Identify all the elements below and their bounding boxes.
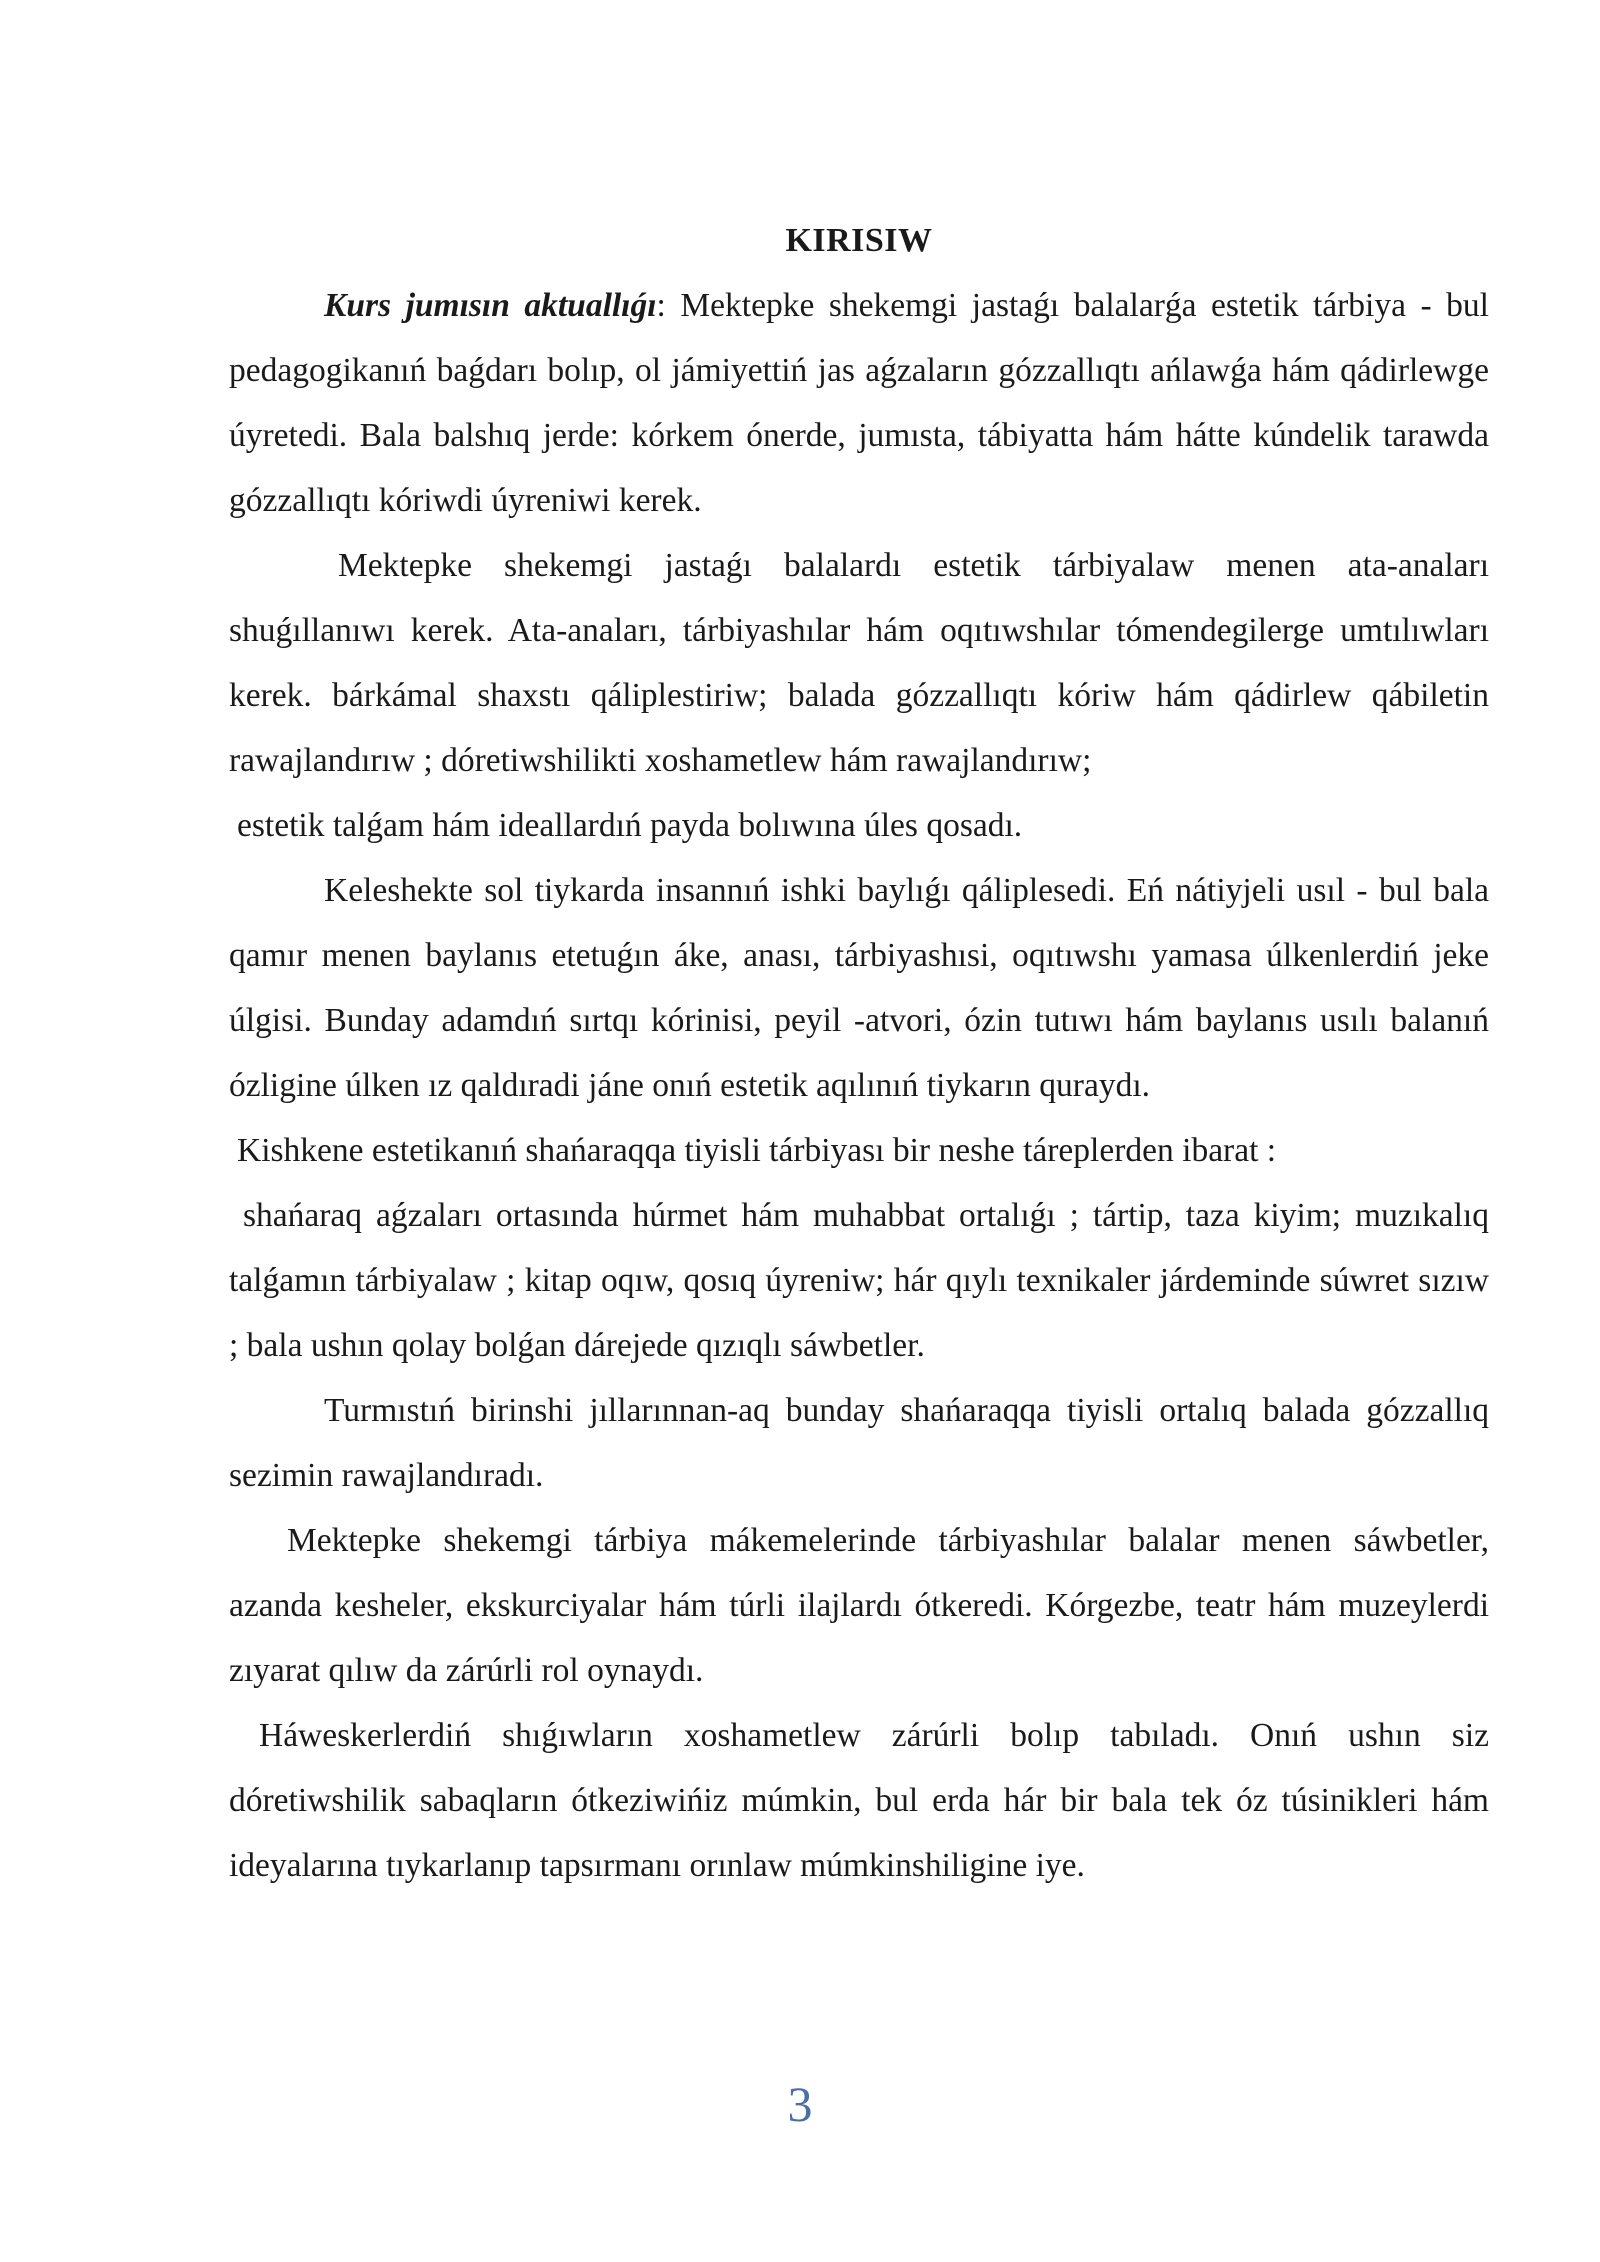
paragraph-early-years: Turmıstıń birinshi jıllarınnan-aq bunday shańaraqqa tiyisli ortalıq balada gózzallıq sezimin rawajlandıradı. [229, 1392, 1489, 1494]
document-page [229, 208, 1489, 1898]
paragraph-taste: estetik talǵam hám ideallardıń payda bolıwına úles qosadı. [237, 807, 1023, 844]
page-number: 3 [787, 2076, 813, 2132]
paragraph-family-intro: Kishkene estetikanıń shańaraqqa tiyisli tárbiyası bir neshe táreplerden ibarat : [237, 1132, 1277, 1169]
paragraph-preschool: Mektepke shekemgi tárbiya mákemelerinde tárbiyashılar balalar menen sáwbetler, azanda kesheler, ekskurciyalar hám túrli ilajlardı ótkeredi. Kórgezbe, teatr hám muzeylerdi zıyarat qılıw da zárúrli rol oynaydı. [229, 1522, 1489, 1689]
paragraph-text: : Mektepke shekemgi jastaǵı balalarǵa estetik tárbiya - bul pedagogikanıń baǵdarı bolıp, ol jámiyettiń jas aǵzaların gózzallıqtı ańlawǵa hám qádirlewge úyretedi. Bala balshıq jerde: kórkem ónerde, jumısta, tábiyatta hám hátte kúndelik tarawda gózzallıqtı kóriwdi úyreniwi kerek. [229, 287, 1489, 519]
paragraph-lead: Kurs jumısın aktuallıǵı [324, 287, 657, 324]
section-heading: KIRISIW [785, 222, 933, 259]
paragraph-parents: Mektepke shekemgi jastaǵı balalardı estetik tárbiyalaw menen ata-anaları shuǵıllanıwı kerek. Ata-anaları, tárbiyashılar hám oqıtıwshılar tómendegilerge umtılıwları kerek. bárkámal shaxstı qáliplestiriw; balada gózzallıqtı kóriw hám qádirlew qábiletin rawajlandırıw ; dóretiwshilikti xoshametlew hám rawajlandırıw; [229, 547, 1489, 779]
paragraph-amateurs: Háweskerlerdiń shıǵıwların xoshametlew zárúrli bolıp tabıladı. Onıń ushın siz dóretiwshilik sabaqların ótkeziwińiz múmkin, bul erda hár bir bala tek óz túsinikleri hám ideyalarına tıykarlanıp tapsırmanı orınlaw múmkinshiligine iye. [229, 1717, 1489, 1884]
paragraph-family-list: shańaraq aǵzaları ortasında húrmet hám muhabbat ortalıǵı ; tártip, taza kiyim; muzıkalıq talǵamın tárbiyalaw ; kitap oqıw, qosıq úyreniw; hár qıylı texnikaler járdeminde súwret sızıw ; bala ushın qolay bolǵan dárejede qızıqlı sáwbetler. [229, 1197, 1489, 1364]
paragraph-future: Keleshekte sol tiykarda insannıń ishki baylıǵı qáliplesedi. Eń nátiyjeli usıl - bul bala qamır menen baylanıs etetuǵın áke, anası, tárbiyashısi, oqıtıwshı yamasa úlkenlerdiń jeke úlgisi. Bunday adamdıń sırtqı kórinisi, peyil -atvori, ózin tutıwı hám baylanıs usılı balanıń ózligine úlken ız qaldıradi jáne onıń estetik aqılınıń tiykarın quraydı. [229, 872, 1489, 1104]
paragraph-actuality [229, 273, 1489, 533]
